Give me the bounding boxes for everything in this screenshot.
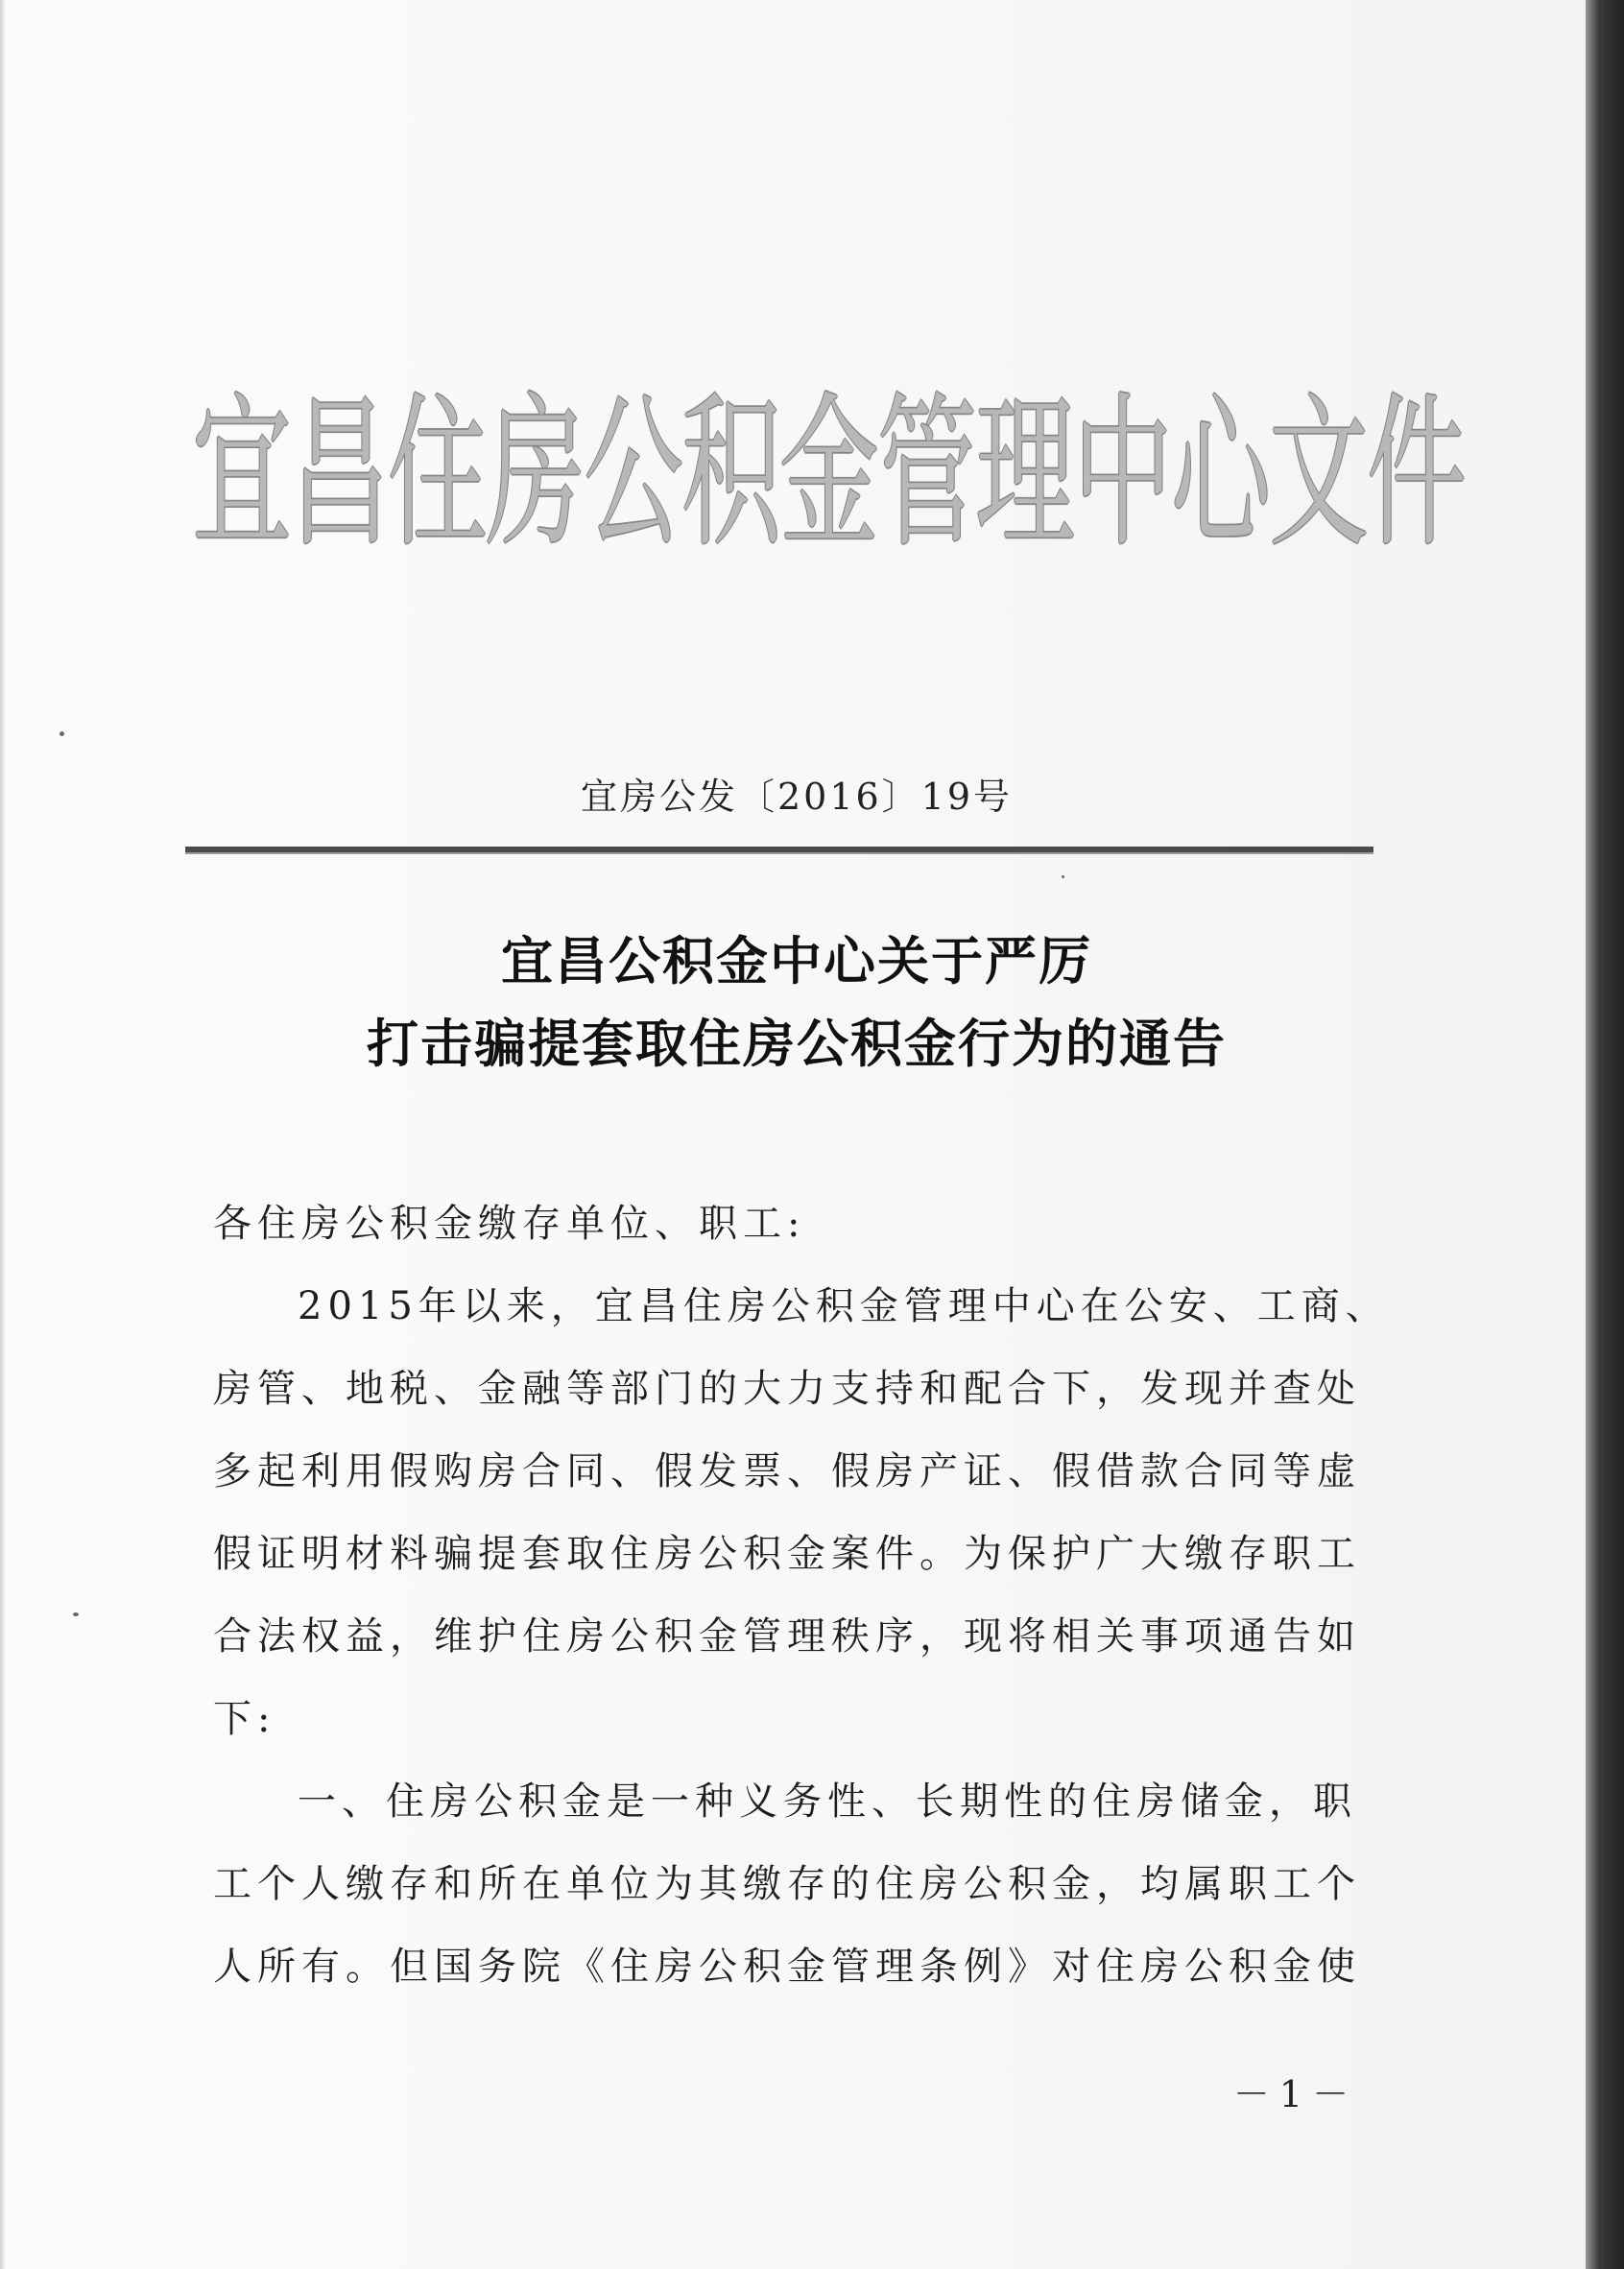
body-line: 人所有。但国务院《住房公积金管理条例》对住房公积金使 <box>213 1945 1361 1989</box>
notice-title-line-2: 打击骗提套取住房公积金行为的通告 <box>367 1013 1227 1074</box>
body-line: 一、住房公积金是一种义务性、长期性的住房储金，职 <box>298 1779 1357 1824</box>
document-number: 宜房公发〔2016〕19号 <box>580 776 1014 818</box>
body-line: 合法权益，维护住房公积金管理秩序，现将相关事项通告如 <box>213 1614 1361 1659</box>
body-line: 下: <box>213 1697 276 1741</box>
agency-header-title: 宜昌住房公积金管理中心文件 <box>192 376 1466 570</box>
body-line: 房管、地税、金融等部门的大力支持和配合下，发现并查处 <box>213 1367 1361 1411</box>
scan-left-edge <box>0 0 6 2269</box>
notice-title-line-1: 宜昌公积金中心关于严厉 <box>501 930 1092 991</box>
page-number: －1－ <box>1232 2073 1359 2115</box>
body-text <box>213 1182 1390 2008</box>
header-divider <box>185 847 1373 854</box>
body-line: 2015年以来，宜昌住房公积金管理中心在公安、工商、 <box>298 1284 1390 1328</box>
body-line: 工个人缴存和所在单位为其缴存的住房公积金，均属职工个 <box>213 1862 1361 1906</box>
body-line: 多起利用假购房合同、假发票、假房产证、假借款合同等虚 <box>213 1449 1361 1493</box>
scan-speck <box>1062 875 1064 878</box>
scan-speck <box>60 731 64 736</box>
body-line: 假证明材料骗提套取住房公积金案件。为保护广大缴存职工 <box>213 1532 1361 1576</box>
salutation: 各住房公积金缴存单位、职工: <box>213 1202 806 1246</box>
scan-right-edge <box>1586 0 1624 2269</box>
scan-speck <box>73 1612 79 1616</box>
notice-title <box>0 920 1593 1085</box>
